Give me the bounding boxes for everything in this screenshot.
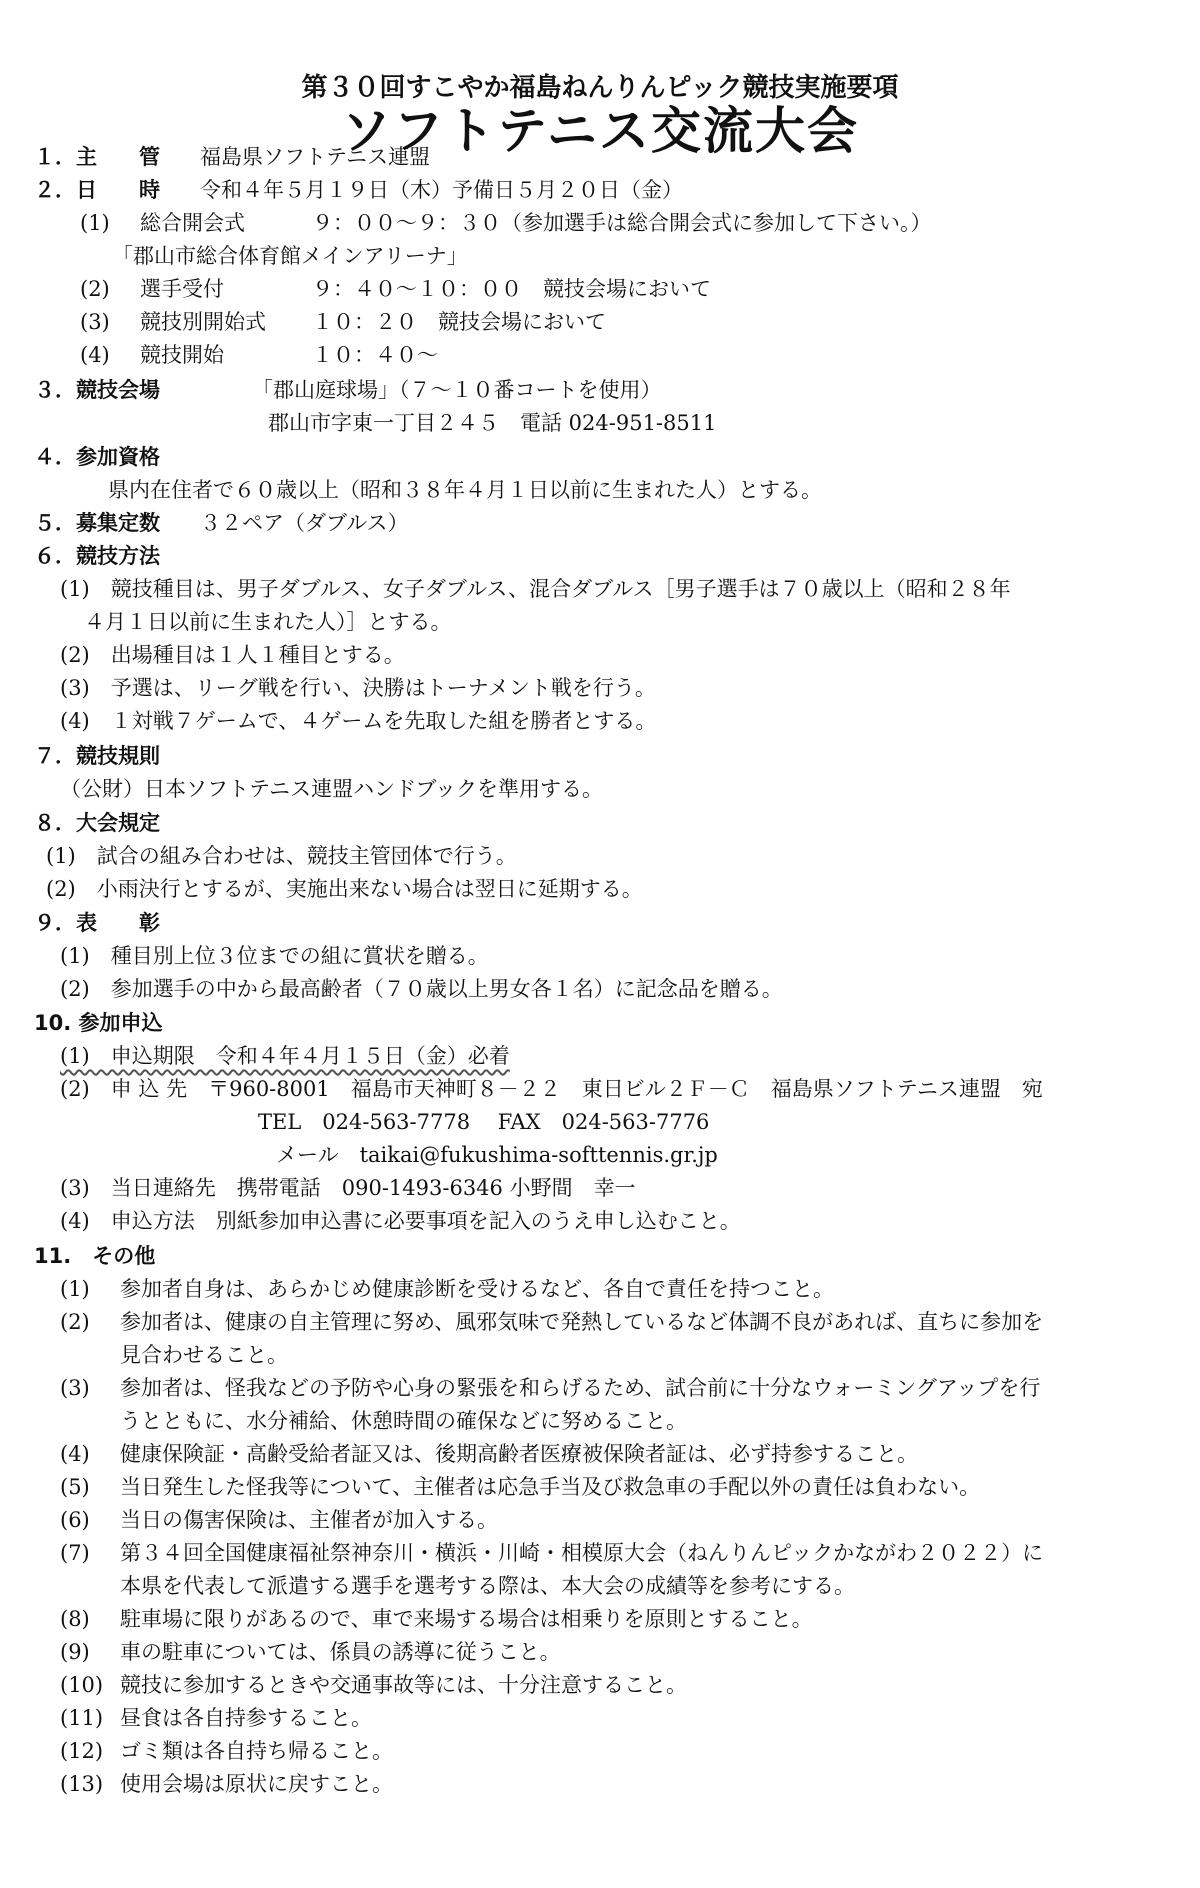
- section-heading-datetime: ２．日 時: [34, 178, 160, 202]
- other-item-number: (7): [60, 1541, 90, 1565]
- schedule-item-text: ９：００～９：３０（参加選手は総合開会式に参加して下さい。）: [312, 211, 932, 235]
- other-item-text: 第３４回全国健康福祉祭神奈川・横浜・川崎・相模原大会（ねんりんピックかながわ２０２２）に: [120, 1541, 1044, 1565]
- other-item-number: (11): [60, 1706, 104, 1730]
- other-item-number: (8): [60, 1607, 90, 1631]
- schedule-item-number: (2): [80, 277, 110, 301]
- other-item-text: 使用会場は原状に戻すこと。: [120, 1772, 393, 1796]
- other-item-text: 参加者は、怪我などの予防や心身の緊張を和らげるため、試合前に十分なウォーミングアップを行: [120, 1376, 1041, 1400]
- application-method: (4) 申込方法 別紙参加申込書に必要事項を記入のうえ申し込むこと。: [60, 1209, 741, 1233]
- other-item-text: 車の駐車については、係員の誘導に従うこと。: [120, 1640, 561, 1664]
- section-heading-application: 10. 参加申込: [34, 1011, 163, 1035]
- award-item: (1) 種目別上位３位までの組に賞状を贈る。: [60, 944, 489, 968]
- other-item-number: (4): [60, 1442, 90, 1466]
- other-item-text: ゴミ類は各自持ち帰ること。: [120, 1739, 393, 1763]
- regulation-item: (1) 試合の組み合わせは、競技主管団体で行う。: [46, 844, 517, 868]
- method-item-continued: ４月１日以前に生まれた人）］とする。: [84, 610, 452, 634]
- other-item-text: 昼食は各自持参すること。: [120, 1706, 372, 1730]
- document-title: ソフトテニス交流大会: [341, 102, 859, 160]
- other-item-text: 競技に参加するときや交通事故等には、十分注意すること。: [120, 1673, 687, 1697]
- method-item: (4) １対戦７ゲームで、４ゲームを先取した組を勝者とする。: [60, 709, 657, 733]
- schedule-item-text: １０：４０～: [312, 343, 438, 367]
- method-item: (2) 出場種目は１人１種目とする。: [60, 643, 405, 667]
- application-contact: (3) 当日連絡先 携帯電話 090-1493-6346 小野間 幸一: [60, 1176, 636, 1200]
- schedule-item-number: (1): [80, 211, 110, 235]
- other-item-text: 健康保険証・高齢受給者証又は、後期高齢者医療被保険者証は、必ず持参すること。: [120, 1442, 918, 1466]
- capacity-text: ３２ペア（ダブルス）: [200, 511, 409, 535]
- other-item-number: (2): [60, 1310, 90, 1334]
- schedule-venue: 「郡山市総合体育館メインアリーナ」: [112, 244, 468, 268]
- other-item-number: (10): [60, 1673, 104, 1697]
- other-item-text: 参加者自身は、あらかじめ健康診断を受けるなど、各自で責任を持つこと。: [120, 1277, 834, 1301]
- other-item-number: (13): [60, 1772, 104, 1796]
- schedule-item-label: 総合開会式: [140, 211, 245, 235]
- other-item-text: 参加者は、健康の自主管理に努め、風邪気味で発熱しているなど体調不良があれば、直ちに参加を: [120, 1310, 1044, 1334]
- section-heading-organizer: １．主 管: [34, 145, 160, 169]
- other-item-number: (3): [60, 1376, 90, 1400]
- other-item-number: (12): [60, 1739, 104, 1763]
- other-item-number: (5): [60, 1475, 90, 1499]
- other-item-text: 当日の傷害保険は、主催者が加入する。: [120, 1508, 498, 1532]
- other-item-text: 本県を代表して派遣する選手を選考する際は、本大会の成績等を参考にする。: [120, 1574, 855, 1598]
- application-phone-fax: TEL 024-563-7778 FAX 024-563-7776: [258, 1110, 710, 1134]
- schedule-item-number: (3): [80, 310, 110, 334]
- application-address: (2) 申 込 先 〒960-8001 福島市天神町８－２２ 東日ビル２Ｆ－Ｃ 福島県ソフトテニス連盟 宛: [60, 1077, 1043, 1101]
- schedule-item-label: 競技開始: [140, 343, 224, 367]
- section-heading-venue: ３．競技会場: [34, 378, 160, 402]
- venue-address: 郡山市字東一丁目２４５ 電話 024-951-8511: [268, 411, 717, 435]
- venue-name: 「郡山庭球場」（７～１０番コートを使用）: [252, 378, 662, 402]
- schedule-item-number: (4): [80, 343, 110, 367]
- other-item-number: (1): [60, 1277, 90, 1301]
- other-item-text: 見合わせること。: [120, 1343, 288, 1367]
- eligibility-text: 県内在住者で６０歳以上（昭和３８年４月１日以前に生まれた人）とする。: [108, 478, 822, 502]
- other-item-number: (9): [60, 1640, 90, 1664]
- section-heading-other: 11. その他: [34, 1244, 156, 1268]
- section-heading-eligibility: ４．参加資格: [34, 445, 160, 469]
- organizer-text: 福島県ソフトテニス連盟: [200, 145, 431, 169]
- document-subtitle: 第３０回すこやか福島ねんりんピック競技実施要項: [301, 73, 899, 103]
- section-heading-rules: ７．競技規則: [34, 744, 160, 768]
- method-item: (3) 予選は、リーグ戦を行い、決勝はトーナメント戦を行う。: [60, 676, 656, 700]
- regulation-item: (2) 小雨決行とするが、実施出来ない場合は翌日に延期する。: [46, 877, 643, 901]
- schedule-item-label: 競技別開始式: [140, 310, 266, 334]
- rules-text: （公財）日本ソフトテニス連盟ハンドブックを準用する。: [60, 777, 604, 801]
- schedule-item-label: 選手受付: [140, 277, 224, 301]
- schedule-item-text: ９：４０～１０：００ 競技会場において: [312, 277, 711, 301]
- other-item-number: (6): [60, 1508, 90, 1532]
- other-item-text: 駐車場に限りがあるので、車で来場する場合は相乗りを原則とすること。: [120, 1607, 813, 1631]
- datetime-text: 令和４年５月１９日（木）予備日５月２０日（金）: [200, 178, 683, 202]
- section-heading-capacity: ５．募集定数: [34, 511, 160, 535]
- other-item-text: 当日発生した怪我等について、主催者は応急手当及び救急車の手配以外の責任は負わない。: [120, 1475, 981, 1499]
- award-item: (2) 参加選手の中から最高齢者（７０歳以上男女各１名）に記念品を贈る。: [60, 977, 783, 1001]
- other-item-text: うとともに、水分補給、休憩時間の確保などに努めること。: [120, 1409, 687, 1433]
- section-heading-method: ６．競技方法: [34, 544, 160, 568]
- section-heading-regulations: ８．大会規定: [34, 811, 160, 835]
- application-email: メール taikai@fukushima-softtennis.gr.jp: [276, 1143, 718, 1167]
- application-deadline: (1) 申込期限 令和４年４月１５日（金）必着: [60, 1044, 510, 1068]
- section-heading-awards: ９．表 彰: [34, 911, 160, 935]
- schedule-item-text: １０：２０ 競技会場において: [312, 310, 606, 334]
- method-item: (1) 競技種目は、男子ダブルス、女子ダブルス、混合ダブルス［男子選手は７０歳以上（昭和２８年: [60, 577, 1011, 601]
